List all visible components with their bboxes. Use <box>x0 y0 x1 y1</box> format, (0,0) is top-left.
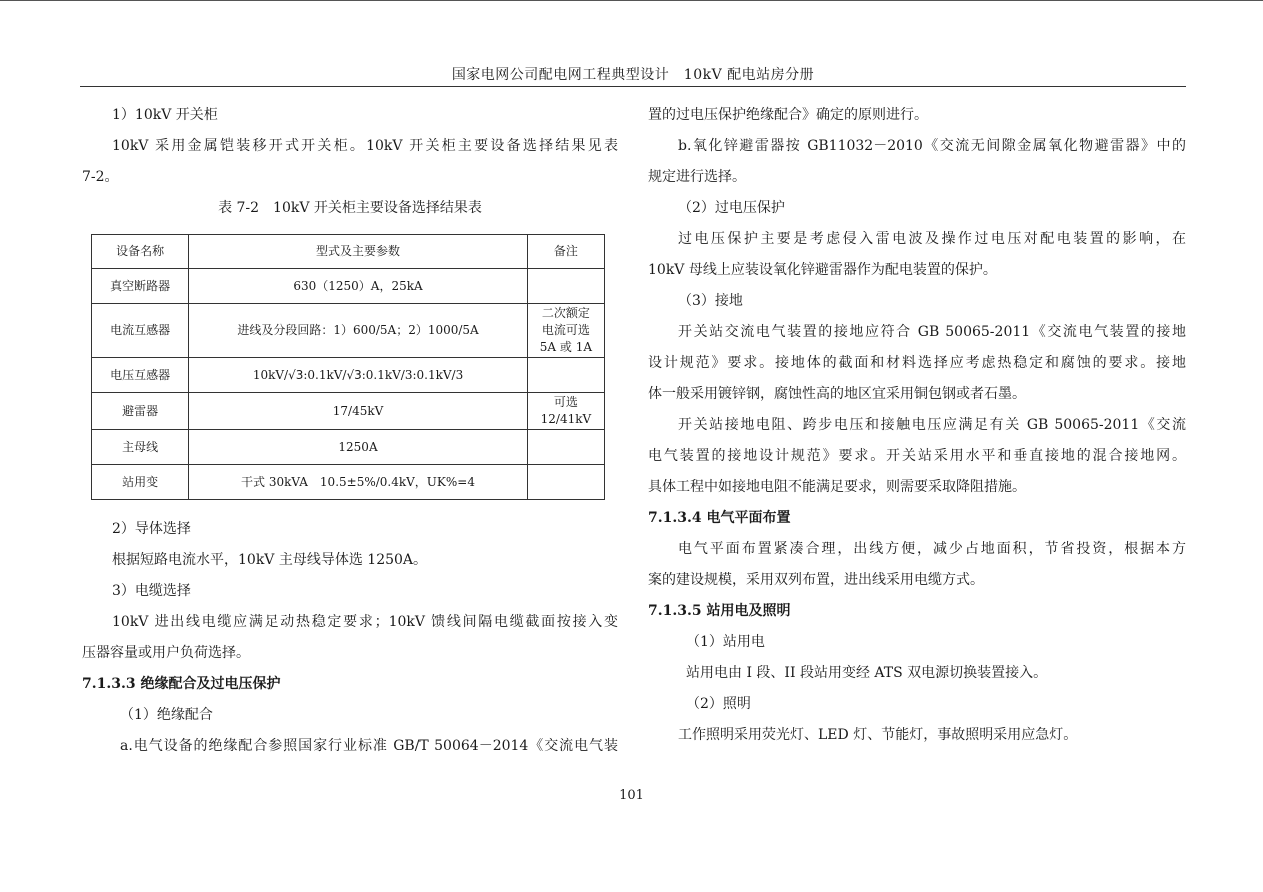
note-line: 电流可选 <box>541 323 590 337</box>
table-row <box>92 269 605 304</box>
section-heading-7133: 7.1.3.3 绝缘配合及过电压保护 <box>82 676 281 692</box>
item-conductor-heading: 2）导体选择 <box>112 521 191 537</box>
paragraph-overvoltage-line2: 10kV 母线上应装设氧化锌避雷器作为配电装置的保护。 <box>648 262 997 278</box>
params-part: 10kV/ <box>252 367 289 382</box>
cell-name: 站用变 <box>92 465 189 500</box>
cell-note <box>527 269 604 304</box>
table-header-row <box>92 235 605 269</box>
cell-params: 17/45kV <box>189 393 528 430</box>
equipment-table <box>91 234 605 500</box>
column-header-note: 备注 <box>527 235 604 269</box>
cell-params: 1250A <box>189 430 528 465</box>
cell-note <box>527 393 604 430</box>
left-column <box>82 100 618 762</box>
cell-note <box>527 465 604 500</box>
note-line: 可选 <box>553 395 578 409</box>
subitem-station-power: （1）站用电 <box>686 634 765 650</box>
paragraph-resistance-line2: 电气装置的接地设计规范》要求。开关站采用水平和垂直接地的混合接地网。 <box>648 448 1186 464</box>
note-line: 12/41kV <box>540 412 592 426</box>
cell-name: 真空断路器 <box>92 269 189 304</box>
section-heading-7135: 7.1.3.5 站用电及照明 <box>648 603 791 619</box>
cell-note <box>527 430 604 465</box>
cell-params: 干式 30kVA 10.5±5%/0.4kV，UK%=4 <box>189 465 528 500</box>
paragraph-insulation-a: a.电气设备的绝缘配合参照国家行业标准 GB/T 50064－2014《交流电气装 <box>120 738 618 754</box>
paragraph-overvoltage-line1: 过电压保护主要是考虑侵入雷电波及操作过电压对配电装置的影响，在 <box>678 231 1186 247</box>
table-row <box>92 465 605 500</box>
cell-name: 电流互感器 <box>92 304 189 358</box>
paragraph-layout-line2: 案的建设规模，采用双列布置，进出线采用电缆方式。 <box>648 572 984 588</box>
paragraph-grounding-line1: 开关站交流电气装置的接地应符合 GB 50065-2011《交流电气装置的接地 <box>678 324 1186 340</box>
cell-params: 630（1250）A，25kA <box>189 269 528 304</box>
cell-params: 进线及分段回路：1）600/5A；2）1000/5A <box>189 304 528 358</box>
section-heading-7134: 7.1.3.4 电气平面布置 <box>648 510 791 526</box>
table-row <box>92 358 605 393</box>
cell-name: 主母线 <box>92 430 189 465</box>
paragraph-station-power: 站用电由 I 段、II 段站用变经 ATS 双电源切换装置接入。 <box>686 665 1048 681</box>
cell-name: 电压互感器 <box>92 358 189 393</box>
subitem-grounding: （3）接地 <box>678 293 743 309</box>
paragraph-cable-line1: 10kV 进出线电缆应满足动热稳定要求；10kV 馈线间隔电缆截面按接入变 <box>112 614 618 630</box>
cell-params <box>189 358 528 393</box>
paragraph-grounding-line3: 体一般采用镀锌钢，腐蚀性高的地区宜采用铜包钢或者石墨。 <box>648 386 1026 402</box>
running-header: 国家电网公司配电网工程典型设计 10kV 配电站房分册 <box>451 67 815 83</box>
paragraph-lighting: 工作照明采用荧光灯、LED 灯、节能灯，事故照明采用应急灯。 <box>678 727 1078 743</box>
cell-name: 避雷器 <box>92 393 189 430</box>
subitem-overvoltage: （2）过电压保护 <box>678 200 785 216</box>
note-line: 5A 或 1A <box>539 340 593 354</box>
paragraph-insulation-a-cont: 置的过电压保护绝缘配合》确定的原则进行。 <box>648 107 928 123</box>
note-line: 二次额定 <box>541 306 590 320</box>
sqrt3-symbol: √3 <box>346 367 362 382</box>
cell-note <box>527 358 604 393</box>
paragraph-switchgear-line1: 10kV 采用金属铠装移开式开关柜。10kV 开关柜主要设备选择结果见表 <box>112 138 618 154</box>
table-row <box>92 304 605 358</box>
header-rule <box>80 86 1186 87</box>
params-part: :0.1kV/3:0.1kV/3 <box>361 367 464 382</box>
paragraph-arrester-b-line1: b.氧化锌避雷器按 GB11032－2010《交流无间隙金属氧化物避雷器》中的 <box>678 138 1186 154</box>
paragraph-grounding-line2: 设计规范》要求。接地体的截面和材料选择应考虑热稳定和腐蚀的要求。接地 <box>648 355 1186 371</box>
params-part: :0.1kV/ <box>303 367 347 382</box>
paragraph-resistance-line1: 开关站接地电阻、跨步电压和接触电压应满足有关 GB 50065-2011《交流 <box>678 417 1186 433</box>
right-column <box>648 100 1186 751</box>
table-row <box>92 393 605 430</box>
paragraph-switchgear-line2: 7-2。 <box>82 169 119 185</box>
item-switchgear-heading: 1）10kV 开关柜 <box>112 107 218 123</box>
page-number: 101 <box>619 788 644 803</box>
table-caption: 表 7-2 10kV 开关柜主要设备选择结果表 <box>218 200 482 216</box>
cell-note <box>527 304 604 358</box>
paragraph-arrester-b-line2: 规定进行选择。 <box>648 169 746 185</box>
paragraph-cable-line2: 压器容量或用户负荷选择。 <box>82 645 250 661</box>
item-cable-heading: 3）电缆选择 <box>112 583 191 599</box>
table-row <box>92 430 605 465</box>
subitem-insulation-coordination: （1）绝缘配合 <box>120 707 213 723</box>
top-border <box>0 0 1263 1</box>
paragraph-conductor: 根据短路电流水平，10kV 主母线导体选 1250A。 <box>112 552 428 568</box>
subitem-lighting: （2）照明 <box>686 696 751 712</box>
paragraph-resistance-line3: 具体工程中如接地电阻不能满足要求，则需要采取降阻措施。 <box>648 479 1026 495</box>
sqrt3-symbol: √3 <box>288 367 304 382</box>
paragraph-layout-line1: 电气平面布置紧凑合理，出线方便，减少占地面积，节省投资，根据本方 <box>678 541 1186 557</box>
column-header-name: 设备名称 <box>92 235 189 269</box>
column-header-params: 型式及主要参数 <box>189 235 528 269</box>
